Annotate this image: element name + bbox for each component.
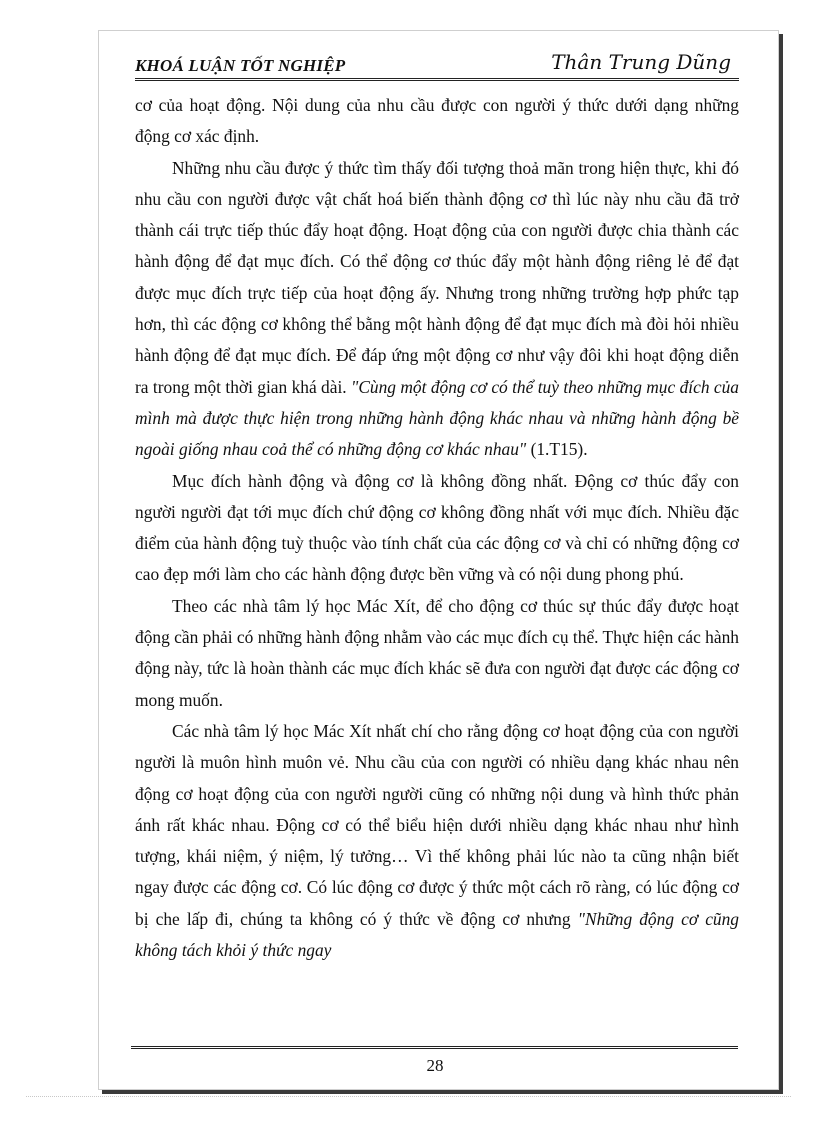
page-bottom-edge [26,1096,791,1097]
paragraph-3: Mục đích hành động và động cơ là không đồng nhất. Động cơ thúc đẩy con người người đạt tới mục đích chứ động cơ không đồng nhất với mục đích. Nhiều đặc điểm của hành động tuỳ thuộc vào tính chất của các động cơ và chỉ có những động cơ cao đẹp mới làm cho các hành động được bền vững và có nội dung phong phú. [135,470,739,585]
body-text [135,90,739,966]
paragraph-2 [135,153,739,466]
paragraph-1: cơ của hoạt động. Nội dung của nhu cầu được con người ý thức dưới dạng những động cơ xác định. [135,95,739,147]
paragraph-5 [135,716,739,966]
paragraph-5-text: Các nhà tâm lý học Mác Xít nhất chí cho rằng động cơ hoạt động của con người người là muôn hình muôn vẻ. Nhu cầu của con người có nhiều dạng khác nhau nên động cơ hoạt động của con người người cũng có những nội dung và hình thức phản ánh rất khác nhau. Động cơ có thể biểu hiện dưới nhiều dạng khác nhau như hình tượng, khái niệm, ý niệm, lý tưởng… Vì thế không phải lúc nào ta cũng nhận biết ngay được các động cơ. Có lúc động cơ được ý thức một cách rõ ràng, có lúc động cơ bị che lấp đi, chúng ta không có ý thức về động cơ nhưng [135,720,739,929]
author-name: Thân Trung Dũng [551,50,731,74]
thesis-title: KHOÁ LUẬN TỐT NGHIỆP [135,56,346,75]
page-number: 28 [426,1056,444,1075]
page-header [135,48,739,80]
header-divider [135,78,739,81]
paragraph-5-quote: "Những động cơ cũng không tách khỏi ý thức ngay [135,908,739,961]
paragraph-4: Theo các nhà tâm lý học Mác Xít, để cho động cơ thúc sự thúc đẩy được hoạt động cần phải có những hành động nhằm vào các mục đích cụ thể. Thực hiện các hành động này, tức là hoàn thành các mục đích khác sẽ đưa con người đạt được các động cơ mong muốn. [135,595,739,710]
paragraph-2-quote: "Cùng một động cơ có thể tuỳ theo những mục đích của mình mà được thực hiện trong những hành động khác nhau và những hành động bề ngoài giống nhau coả thể có những động cơ khác nhau" [135,376,739,460]
footer-divider [131,1046,738,1049]
paragraph-2-text: Những nhu cầu được ý thức tìm thấy đối tượng thoả mãn trong hiện thực, khi đó nhu cầu con người được vật chất hoá biến thành động cơ thì lúc này nhu cầu đã trở thành cái trực tiếp thúc đẩy hoạt động. Hoạt động của con người được chia thành các hành động để đạt mục đích. Có thể động cơ thúc đẩy một hành động riêng lẻ để đạt được mục đích trực tiếp của hoạt động ấy. Nhưng trong những trường hợp phức tạp hơn, thì các động cơ không thể bằng một hành động để đạt mục đích mà đòi hỏi nhiều hành động để đạt mục đích. Để đáp ứng một động cơ như vậy đôi khi hoạt động diễn ra trong một thời gian khá dài. [135,157,739,397]
paragraph-2-citation: (1.T15). [526,439,588,460]
